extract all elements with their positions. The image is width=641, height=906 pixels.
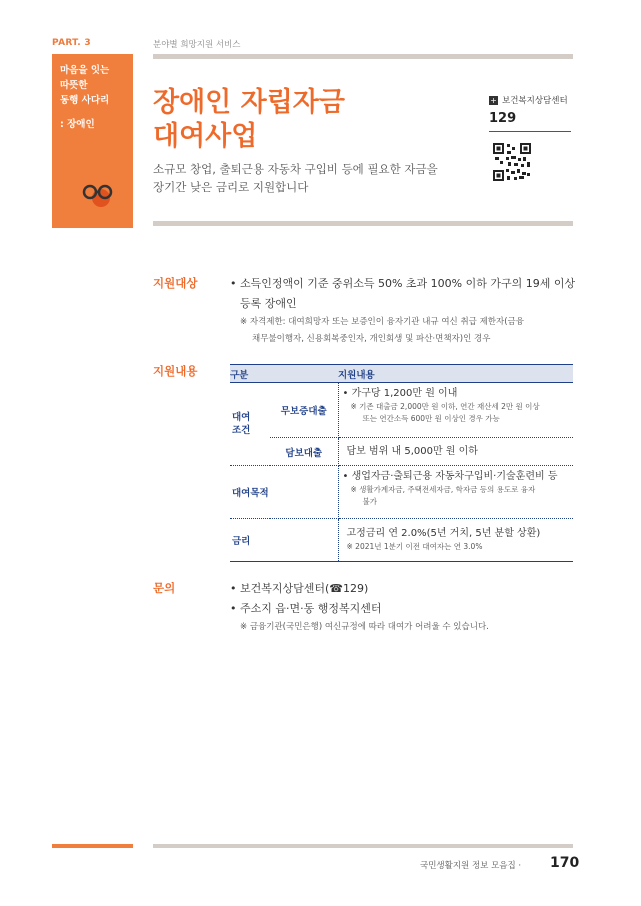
inquiry-line-2: • 주소지 읍·면·동 행정복지센터 [230,602,382,615]
unsecured-loan-detail [338,383,573,438]
support-table [230,364,573,562]
title-line-2: 대여사업 [153,121,258,152]
table-row [230,383,573,438]
purpose-detail [338,466,573,519]
inquiry-line-1: • 보건복지상담센터(☎129) [230,582,369,595]
unsecured-note-1: ※ 기존 대출금 2,000만 원 이하, 연간 재산세 2만 원 이상 [350,402,540,411]
footer-divider [153,844,573,848]
description-line-2: 장기간 낮은 금리로 지원합니다 [153,180,309,194]
target-line-1: • 소득인정액이 기준 중위소득 50% 초과 100% 이하 가구의 19세 이상 [230,277,576,290]
part-label: PART. 3 [52,38,91,48]
side-line-1: 마음을 잇는 [60,65,110,76]
rate-detail [338,519,573,562]
content-label: 지원내용 [153,364,198,378]
table-row [230,466,573,519]
target-note-2: 채무불이행자, 신용회복중인자, 개인회생 및 파산·면책자)인 경우 [252,334,491,344]
col-header-category: 구분 [230,365,338,383]
secured-loan-detail: 담보 범위 내 5,000만 원 이하 [338,438,573,466]
side-line-3: 동행 사다리 [60,95,110,106]
contact-divider [489,131,571,132]
footer-accent-bar [52,844,133,848]
plus-icon: + [490,95,497,105]
top-divider [153,54,573,59]
contact-center-name: 보건복지상담센터 [502,96,568,106]
qr-code-icon[interactable] [493,143,531,181]
target-label: 지원대상 [153,276,198,290]
contact-phone: 129 [489,111,517,126]
footer-text: 국민생활지원 정보 모음집 · [420,861,522,871]
table-header-row [230,365,573,383]
page-number: 170 [550,855,580,871]
rate-line: 고정금리 연 2.0%(5년 거치, 5년 분할 상환) [346,528,541,539]
loan-condition-cell: 대여 조건 [230,383,270,466]
mid-divider [153,221,573,226]
page-title [153,86,345,154]
unsecured-line: • 가구당 1,200만 원 이내 [342,388,458,399]
title-line-1: 장애인 자립자금 [153,87,345,118]
purpose-line: • 생업자금·출퇴근용 자동차구입비·기술훈련비 등 [342,471,558,482]
table-row [230,438,573,466]
page-description [153,160,438,196]
inquiry-note: ※ 금융기관(국민은행) 여신규정에 따라 대여가 어려울 수 있습니다. [240,622,489,632]
side-line-2: 따뜻한 [60,80,88,91]
secured-loan-cell: 담보대출 [270,438,338,466]
table-row [230,519,573,562]
side-category-box [52,54,133,228]
rate-note: ※ 2021년 1분기 이전 대여자는 연 3.0% [346,542,483,551]
section-label: 분야별 희망지원 서비스 [153,40,241,50]
side-line-4: : 장애인 [60,119,95,130]
inquiry-label: 문의 [153,581,176,595]
col-header-content: 지원내용 [338,365,573,383]
target-line-2: 등록 장애인 [240,297,297,310]
description-line-1: 소규모 창업, 출퇴근용 자동차 구입비 등에 필요한 자금을 [153,162,438,176]
glasses-icon [80,182,116,210]
purpose-note-2: 불가 [362,497,377,506]
target-note-1: ※ 자격제한: 대여희망자 또는 보증인이 융자기관 내규 여신 취급 제한자(금융 [240,317,524,327]
unsecured-loan-cell: 무보증대출 [270,383,338,438]
purpose-note-1: ※ 생활가계자금, 주택전세자금, 학자금 등의 용도로 융자 [350,485,536,494]
purpose-cell: 대여목적 [230,466,338,519]
contact-center [489,94,568,106]
rate-cell: 금리 [230,519,338,562]
unsecured-note-2: 또는 연간소득 600만 원 이상인 경우 가능 [362,414,500,423]
